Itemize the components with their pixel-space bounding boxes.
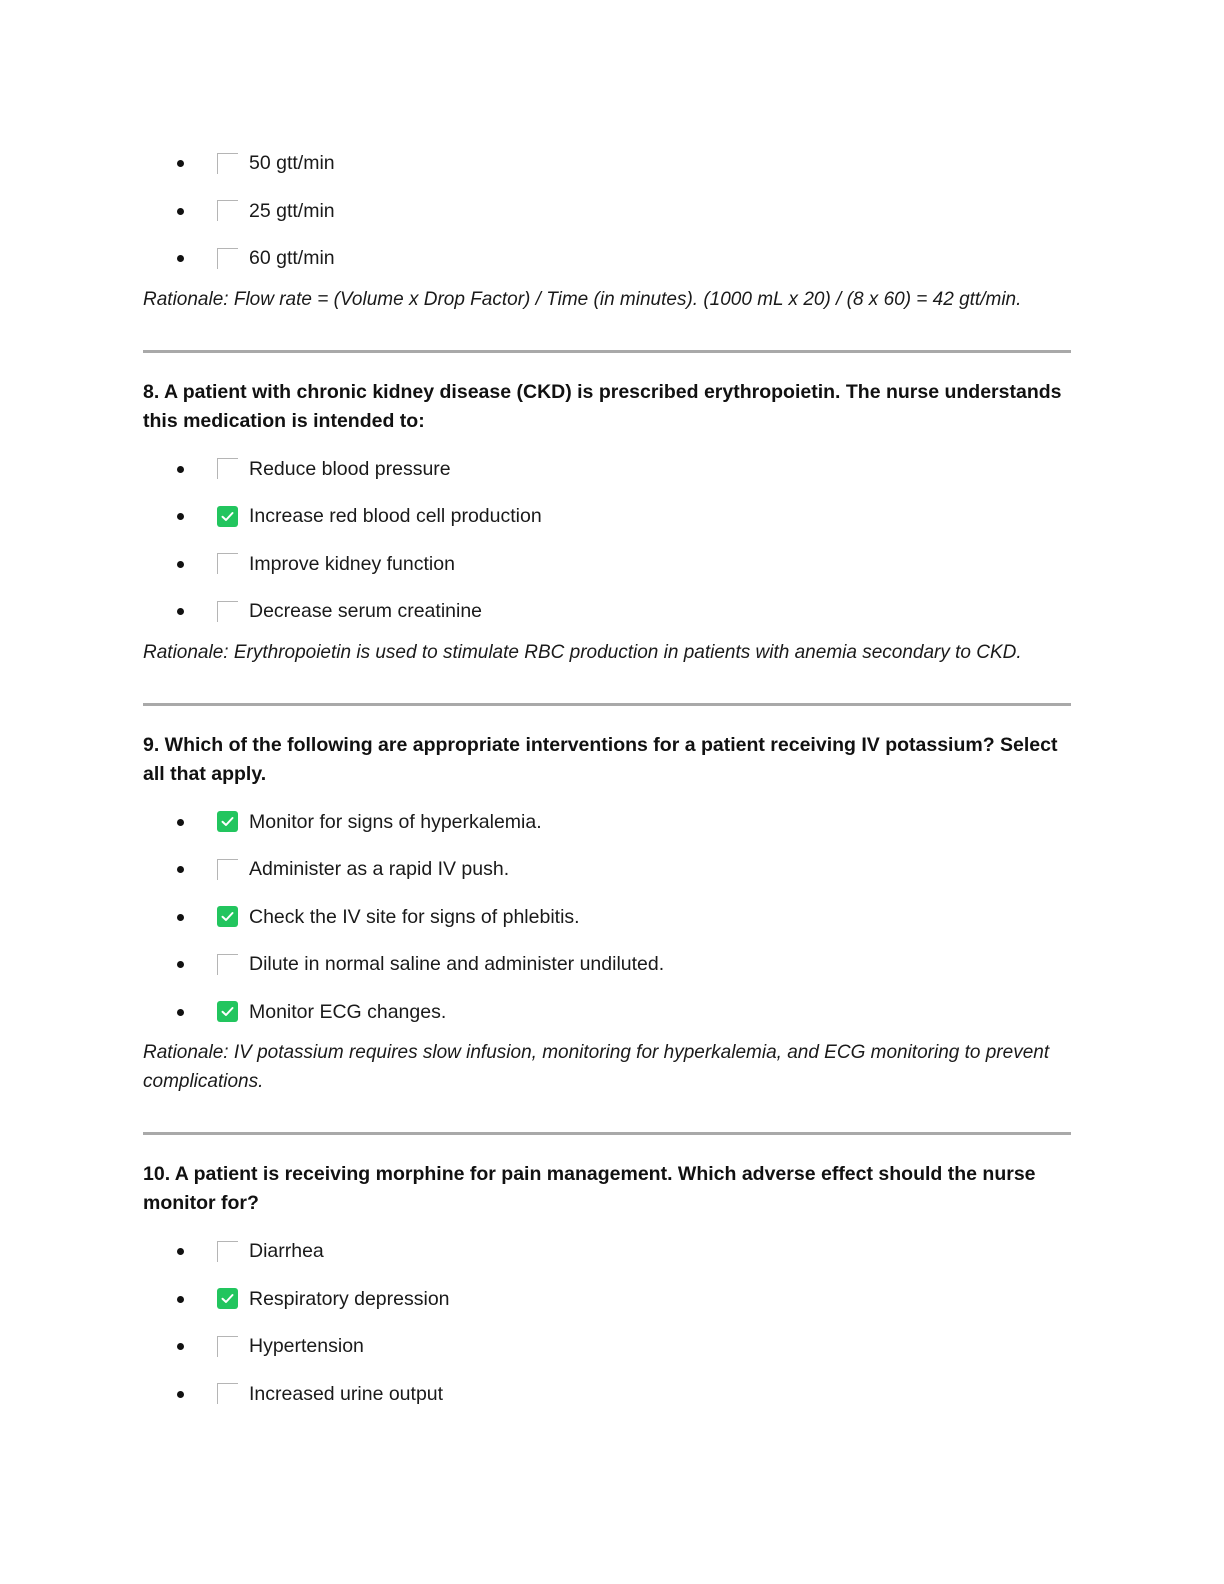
checkbox-icon[interactable] [217, 153, 238, 174]
option-item[interactable] [143, 1371, 1071, 1419]
checkbox-icon[interactable] [217, 859, 238, 880]
question-7-options [143, 140, 1071, 283]
option-item[interactable] [143, 846, 1071, 894]
rationale-text: Rationale: Flow rate = (Volume x Drop Factor) / Time (in minutes). (1000 mL x 20) / (8 x 60) = 42 gtt/min. [143, 288, 1022, 310]
option-item[interactable] [143, 799, 1071, 847]
option-item[interactable] [143, 588, 1071, 636]
checkmark-icon[interactable] [217, 506, 238, 527]
option-label: 50 gtt/min [249, 152, 335, 175]
bullet-icon [177, 1248, 184, 1255]
option-item[interactable] [143, 1323, 1071, 1371]
option-label: Administer as a rapid IV push. [249, 858, 510, 881]
checkbox-icon[interactable] [217, 200, 238, 221]
question-8-options [143, 446, 1071, 636]
option-item[interactable] [143, 140, 1071, 188]
option-label: Diarrhea [249, 1240, 324, 1263]
question-9-options [143, 799, 1071, 1037]
question-10-options [143, 1228, 1071, 1418]
bullet-icon [177, 208, 184, 215]
bullet-icon [177, 819, 184, 826]
option-label: Reduce blood pressure [249, 457, 451, 480]
option-label: Monitor ECG changes. [249, 1000, 447, 1023]
question-8-block [143, 378, 1071, 667]
question-10-block [143, 1160, 1071, 1418]
option-label: Check the IV site for signs of phlebitis. [249, 905, 580, 928]
question-9-block [143, 731, 1071, 1097]
option-item[interactable] [143, 188, 1071, 236]
question-7-block [143, 140, 1071, 314]
option-item[interactable] [143, 941, 1071, 989]
checkmark-icon[interactable] [217, 811, 238, 832]
option-item[interactable] [143, 541, 1071, 589]
option-item[interactable] [143, 989, 1071, 1037]
option-item[interactable] [143, 235, 1071, 283]
option-label: 25 gtt/min [249, 199, 335, 222]
option-item[interactable] [143, 1276, 1071, 1324]
bullet-icon [177, 1296, 184, 1303]
question-title: 9. Which of the following are appropriate interventions for a patient receiving IV potassium? Select all that apply. [143, 733, 1058, 785]
quiz-document [143, 140, 1071, 1418]
checkmark-icon[interactable] [217, 1001, 238, 1022]
checkbox-icon[interactable] [217, 1241, 238, 1262]
bullet-icon [177, 1391, 184, 1398]
question-title: 10. A patient is receiving morphine for pain management. Which adverse effect should the nurse monitor for? [143, 1163, 1036, 1214]
option-item[interactable] [143, 446, 1071, 494]
option-item[interactable] [143, 894, 1071, 942]
option-label: Monitor for signs of hyperkalemia. [249, 810, 542, 833]
checkbox-icon[interactable] [217, 954, 238, 975]
option-item[interactable] [143, 1228, 1071, 1276]
checkbox-icon[interactable] [217, 601, 238, 622]
bullet-icon [177, 914, 184, 921]
bullet-icon [177, 866, 184, 873]
bullet-icon [177, 466, 184, 473]
question-title: 8. A patient with chronic kidney disease (CKD) is prescribed erythropoietin. The nurse understands this medication is intended to: [143, 380, 1062, 432]
option-label: Increased urine output [249, 1382, 444, 1405]
bullet-icon [177, 961, 184, 968]
option-label: Improve kidney function [249, 552, 455, 575]
bullet-icon [177, 1009, 184, 1016]
bullet-icon [177, 1343, 184, 1350]
option-label: Hypertension [249, 1335, 364, 1358]
rationale-text: Rationale: Erythropoietin is used to stimulate RBC production in patients with anemia secondary to CKD. [143, 641, 1022, 663]
checkbox-icon[interactable] [217, 248, 238, 269]
checkmark-icon[interactable] [217, 906, 238, 927]
bullet-icon [177, 608, 184, 615]
checkmark-icon[interactable] [217, 1288, 238, 1309]
checkbox-icon[interactable] [217, 553, 238, 574]
rationale-text: Rationale: IV potassium requires slow infusion, monitoring for hyperkalemia, and ECG monitoring to prevent complications. [143, 1042, 1050, 1092]
checkbox-icon[interactable] [217, 458, 238, 479]
bullet-icon [177, 513, 184, 520]
option-label: Respiratory depression [249, 1287, 450, 1310]
option-label: Dilute in normal saline and administer undiluted. [249, 953, 665, 976]
bullet-icon [177, 561, 184, 568]
option-label: Increase red blood cell production [249, 505, 542, 528]
checkbox-icon[interactable] [217, 1336, 238, 1357]
bullet-icon [177, 160, 184, 167]
option-label: Decrease serum creatinine [249, 600, 483, 623]
bullet-icon [177, 255, 184, 262]
checkbox-icon[interactable] [217, 1383, 238, 1404]
option-label: 60 gtt/min [249, 247, 335, 270]
option-item[interactable] [143, 493, 1071, 541]
